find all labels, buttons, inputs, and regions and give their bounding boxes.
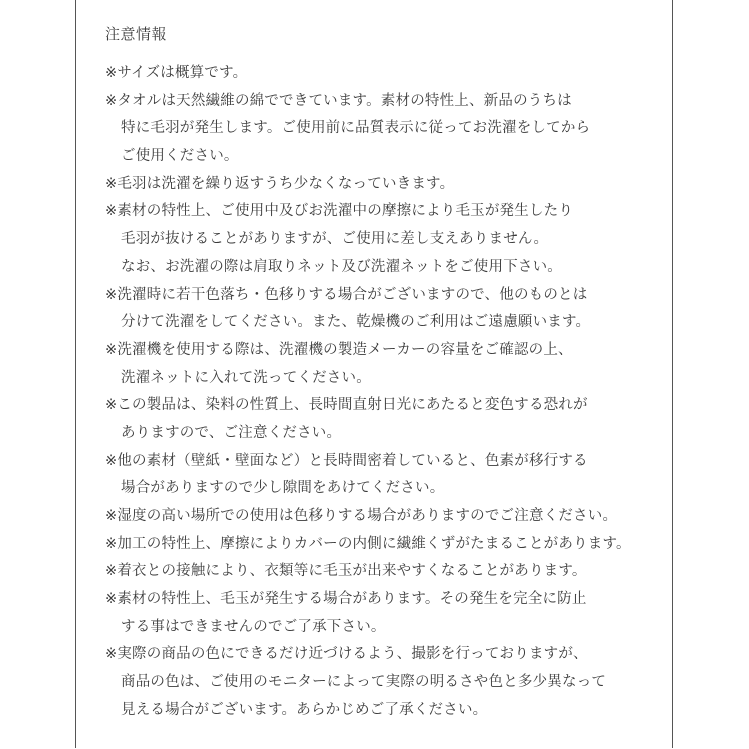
notice-line-continued: 見える場合がございます。あらかじめご了承ください。	[121, 701, 488, 718]
notice-line: ※加工の特性上、摩擦によりカバーの内側に繊維くずがたまることがあります。	[105, 535, 631, 552]
notice-line-continued: ありますので、ご注意ください。	[121, 424, 342, 441]
notice-line: ※洗濯時に若干色落ち・色移りする場合がございますので、他のものとは	[105, 286, 588, 303]
notice-item	[105, 282, 631, 337]
notice-line: ※洗濯機を使用する際は、洗濯機の製造メーカーの容量をご確認の上、	[105, 341, 573, 358]
notice-line: ※他の素材（壁紙・壁面など）と長時間密着していると、色素が移行する	[105, 452, 588, 469]
notice-panel	[75, 0, 673, 748]
notice-item	[105, 60, 631, 88]
notice-item	[105, 392, 631, 447]
notice-line: ※毛羽は洗濯を繰り返すうち少なくなっていきます。	[105, 175, 455, 192]
notice-item	[105, 448, 631, 503]
notice-line-continued: 場合がありますので少し隙間をあけてください。	[121, 480, 445, 497]
notice-item	[105, 171, 631, 199]
notice-line: ※湿度の高い場所での使用は色移りする場合がありますのでご注意ください。	[105, 508, 618, 524]
notice-line-continued: 分けて洗濯をしてください。また、乾燥機のご利用はご遠慮願います。	[121, 314, 591, 331]
notice-line: ※着衣との接触により、衣類等に毛玉が出来やすくなることがあります。	[105, 563, 587, 580]
notice-line: ※この製品は、染料の性質上、長時間直射日光にあたると変色する恐れが	[105, 397, 588, 414]
notice-line-continued: 洗濯ネットに入れて洗ってください。	[121, 369, 371, 386]
notice-item	[105, 641, 631, 724]
notice-line-continued: 毛羽が抜けることがありますが、ご使用に差し支えありません。	[121, 231, 549, 248]
notice-line: ※素材の特性上、毛玉が発生する場合があります。その発生を完全に防止	[105, 591, 587, 608]
notice-item	[105, 531, 631, 559]
notice-item	[105, 198, 631, 281]
notice-line-continued: 特に毛羽が発生します。ご使用前に品質表示に従ってお洗濯をしてから	[121, 120, 591, 137]
notice-line: ※タオルは天然繊維の綿でできています。素材の特性上、新品のうちは	[105, 92, 572, 109]
notice-line-continued: なお、お洗濯の際は肩取りネット及び洗濯ネットをご使用下さい。	[121, 258, 562, 275]
notice-line: ※素材の特性上、ご使用中及びお洗濯中の摩擦により毛玉が発生したり	[105, 203, 574, 220]
notice-line-continued: 商品の色は、ご使用のモニターによって実際の明るさや色と多少異なって	[121, 674, 607, 691]
notice-item	[105, 503, 631, 531]
notice-list	[105, 60, 631, 725]
notice-line-continued: する事はできませんのでご了承下さい。	[121, 618, 386, 635]
page-title: 注意情報	[105, 25, 168, 43]
notice-item	[105, 586, 631, 641]
notice-line: ※サイズは概算です。	[105, 65, 248, 81]
notice-line-continued: ご使用ください。	[121, 148, 239, 165]
notice-item	[105, 88, 631, 171]
notice-item	[105, 558, 631, 586]
notice-item	[105, 337, 631, 392]
notice-line: ※実際の商品の色にできるだけ近づけるよう、撮影を行っておりますが、	[105, 646, 588, 663]
